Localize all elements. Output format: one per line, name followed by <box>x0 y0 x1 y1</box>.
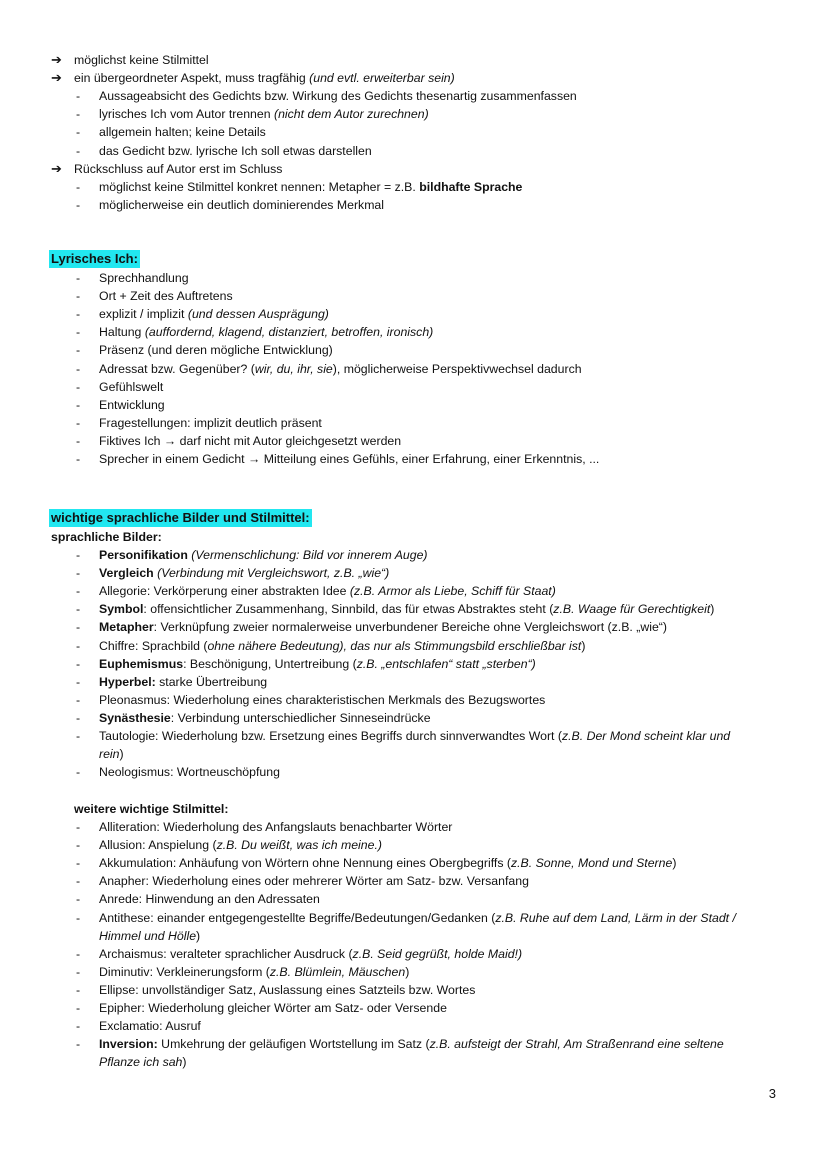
dash-bullet: - <box>76 964 81 979</box>
text-run: Anrede: Hinwendung an den Adressaten <box>99 892 320 907</box>
bold-term: Personifikation <box>99 548 188 562</box>
italic-example: rein <box>99 747 120 762</box>
dash-bullet: - <box>76 856 81 871</box>
subheading-weitere-stilmittel: weitere wichtige Stilmittel: <box>74 802 229 816</box>
text-run: ) <box>405 964 410 979</box>
text-run: Epipher: Wiederholung gleicher Wörter am Satz- oder Versende <box>99 1001 447 1015</box>
text-run: Präsenz (und deren mögliche Entwicklung) <box>99 343 333 358</box>
arrow-icon: ➔ <box>51 70 62 86</box>
italic-example: (nicht dem Autor zurechnen) <box>273 107 429 122</box>
stilmittel-item <box>99 564 389 582</box>
weitere-stilmittel-item <box>99 1017 201 1035</box>
text-run: Fragestellungen: implizit deutlich präsent <box>99 415 322 430</box>
lyrisches-ich-item <box>99 341 333 359</box>
text-run: Aussageabsicht des Gedichts bzw. Wirkung des Gedichts thesenartig zusammenfassen <box>99 89 577 104</box>
text-run: : offensichtlicher Zusammenhang, Sinnbild, das für etwas Abstraktes steht ( <box>143 602 554 617</box>
intro-item <box>74 160 282 178</box>
text-run: Diminutiv: Verkleinerungsform ( <box>99 964 270 979</box>
lyrisches-ich-item <box>99 432 401 450</box>
dash-bullet: - <box>76 892 81 907</box>
text-run: ) <box>672 856 677 871</box>
italic-example: z.B. aufsteigt der Strahl, Am Straßenrand eine seltene <box>429 1037 724 1052</box>
dash-bullet: - <box>76 307 81 322</box>
italic-example: (Verbindung mit Vergleichswort, z.B. „wie“) <box>153 566 390 581</box>
text-run: Archaismus: veralteter sprachlicher Ausdruck ( <box>99 946 353 961</box>
weitere-stilmittel-item <box>99 1035 724 1053</box>
page-number: 3 <box>768 1086 776 1101</box>
intro-subitem <box>99 105 429 123</box>
dash-bullet: - <box>76 1019 81 1034</box>
dash-bullet: - <box>76 289 81 304</box>
italic-example: wir, du, ihr, sie <box>254 361 333 376</box>
dash-bullet: - <box>76 874 81 889</box>
section-heading-lyrisches-ich: Lyrisches Ich: <box>51 251 138 266</box>
text-run: Allusion: Anspielung ( <box>99 838 217 853</box>
bold-term: Symbol <box>99 602 144 617</box>
dash-bullet: - <box>76 271 81 285</box>
text-run: möglichst keine Stilmittel konkret nennen: Metapher = z.B. <box>99 179 420 194</box>
weitere-stilmittel-item <box>99 836 382 854</box>
text-run: Gefühlswelt <box>99 379 164 394</box>
text-run: Ellipse: unvollständiger Satz, Auslassung eines Satzteils bzw. Wortes <box>99 982 476 997</box>
text-run: Allegorie: Verkörperung einer abstrakten Idee <box>99 584 350 599</box>
intro-subitem <box>99 87 577 105</box>
text-run: allgemein halten; keine Details <box>99 125 266 140</box>
dash-bullet: - <box>76 710 81 725</box>
dash-bullet: - <box>76 548 81 562</box>
text-run: : Verbindung unterschiedlicher Sinneseindrücke <box>170 710 431 725</box>
bold-term: Inversion: <box>99 1037 158 1052</box>
dash-bullet: - <box>76 765 81 780</box>
text-run: Anapher: Wiederholung eines oder mehrerer Wörter am Satz- bzw. Versanfang <box>99 874 529 889</box>
dash-bullet: - <box>76 433 81 448</box>
stilmittel-item <box>99 600 714 618</box>
dash-bullet: - <box>76 620 81 635</box>
text-run: : Verknüpfung zweier normalerweise unverbundener Bereiche ohne Vergleichswort (z.B. „wie“) <box>153 620 667 635</box>
dash-bullet: - <box>76 656 81 671</box>
italic-example: z.B. Sonne, Mond und Sterne <box>510 856 673 871</box>
intro-subitem <box>99 196 384 214</box>
text-run: Fiktives Ich → darf nicht mit Autor gleichgesetzt werden <box>99 433 402 448</box>
text-run: Akkumulation: Anhäufung von Wörtern ohne Nennung eines Obergbegriffs ( <box>99 856 511 871</box>
arrow-icon: ➔ <box>51 52 62 67</box>
stilmittel-item <box>99 673 267 691</box>
text-run: starke Übertreibung <box>155 674 268 689</box>
weitere-stilmittel-item <box>99 999 447 1017</box>
italic-example: ohne nähere Bedeutung), das nur als Stimmungsbild erschließbar ist <box>207 638 582 653</box>
bold-term: Hyperbel: <box>99 674 156 689</box>
stilmittel-item-continued <box>99 745 124 763</box>
dash-bullet: - <box>76 910 81 925</box>
italic-example: (und dessen Ausprägung) <box>187 307 329 322</box>
weitere-stilmittel-item <box>99 818 452 836</box>
lyrisches-ich-item <box>99 269 189 287</box>
weitere-stilmittel-item-continued <box>99 1053 187 1071</box>
text-run: : Beschönigung, Untertreibung ( <box>183 656 357 671</box>
stilmittel-item <box>99 582 556 600</box>
intro-item <box>74 51 209 69</box>
dash-bullet: - <box>76 143 81 158</box>
text-run: Entwicklung <box>99 397 165 412</box>
dash-bullet: - <box>76 179 81 194</box>
subheading-sprachliche-bilder: sprachliche Bilder: <box>51 530 162 544</box>
dash-bullet: - <box>76 361 81 376</box>
stilmittel-item <box>99 727 730 745</box>
text-run: ) <box>581 638 586 653</box>
text-run: Alliteration: Wiederholung des Anfangslauts benachbarter Wörter <box>99 820 453 834</box>
text-run: Umkehrung der geläufigen Wortstellung im Satz ( <box>157 1037 430 1052</box>
dash-bullet: - <box>76 197 81 212</box>
dash-bullet: - <box>76 729 81 743</box>
stilmittel-item <box>99 637 585 655</box>
italic-example: z.B. Du weißt, was ich meine.) <box>216 838 382 853</box>
lyrisches-ich-item <box>99 396 165 414</box>
dash-bullet: - <box>76 325 81 340</box>
italic-example: z.B. Waage für Gerechtigkeit <box>553 602 711 617</box>
dash-bullet: - <box>76 820 81 834</box>
dash-bullet: - <box>76 946 81 961</box>
dash-bullet: - <box>76 982 81 997</box>
section-heading-stilmittel: wichtige sprachliche Bilder und Stilmittel: <box>51 510 310 525</box>
text-run: ), möglicherweise Perspektivwechsel dadurch <box>332 361 582 376</box>
dash-bullet: - <box>76 89 81 104</box>
weitere-stilmittel-item <box>99 854 676 872</box>
stilmittel-item <box>99 763 280 781</box>
text-run: Sprechhandlung <box>99 271 189 285</box>
text-run: Adressat bzw. Gegenüber? ( <box>99 361 255 376</box>
dash-bullet: - <box>76 343 81 358</box>
arrow-icon: ➔ <box>51 160 62 176</box>
lyrisches-ich-item <box>99 450 599 468</box>
text-run: Sprecher in einem Gedicht → Mitteilung eines Gefühls, einer Erfahrung, einer Erkenntnis, ... <box>99 452 600 466</box>
dash-bullet: - <box>76 452 81 466</box>
weitere-stilmittel-item <box>99 872 529 890</box>
italic-example: z.B. Der Mond scheint klar und <box>561 729 731 743</box>
text-run: ) <box>119 747 124 762</box>
text-run: ) <box>196 928 201 943</box>
text-run: das Gedicht bzw. lyrische Ich soll etwas darstellen <box>99 143 372 158</box>
italic-example: z.B. Blümlein, Mäuschen <box>269 964 406 979</box>
dash-bullet: - <box>76 566 81 581</box>
bold-term: Vergleich <box>99 566 154 581</box>
weitere-stilmittel-item <box>99 945 522 963</box>
stilmittel-item <box>99 546 428 564</box>
dash-bullet: - <box>76 838 81 853</box>
bold-term: Metapher <box>99 620 154 635</box>
text-run: Neologismus: Wortneuschöpfung <box>99 765 280 780</box>
italic-example: Pflanze ich sah <box>99 1055 183 1070</box>
stilmittel-item <box>99 709 431 727</box>
dash-bullet: - <box>76 638 81 653</box>
italic-example: z.B. Ruhe auf dem Land, Lärm in der Stadt / <box>495 910 736 925</box>
italic-example: z.B. „entschlafen“ statt „sterben“) <box>356 656 536 671</box>
italic-example: z.B. Seid gegrüßt, holde Maid!) <box>352 946 523 961</box>
lyrisches-ich-item <box>99 287 233 305</box>
weitere-stilmittel-item-continued <box>99 927 200 945</box>
intro-item <box>74 69 455 87</box>
intro-subitem <box>99 142 372 160</box>
weitere-stilmittel-item <box>99 909 736 927</box>
italic-example: (Vermenschlichung: Bild vor innerem Auge) <box>187 548 428 562</box>
text-run: Pleonasmus: Wiederholung eines charakteristischen Merkmals des Bezugswortes <box>99 692 546 707</box>
italic-example: (z.B. Armor als Liebe, Schiff für Staat) <box>349 584 556 599</box>
intro-subitem <box>99 123 266 141</box>
text-run: lyrisches Ich vom Autor trennen <box>99 107 274 122</box>
dash-bullet: - <box>76 602 81 617</box>
stilmittel-item <box>99 655 536 673</box>
text-run: Exclamatio: Ausruf <box>99 1019 201 1034</box>
weitere-stilmittel-item <box>99 890 320 908</box>
dash-bullet: - <box>76 415 81 430</box>
text-run: Ort + Zeit des Auftretens <box>99 289 233 304</box>
stilmittel-item <box>99 691 545 709</box>
text-run: ) <box>710 602 715 617</box>
weitere-stilmittel-item <box>99 963 409 981</box>
lyrisches-ich-item <box>99 305 329 323</box>
lyrisches-ich-item <box>99 414 322 432</box>
intro-subitem <box>99 178 522 196</box>
bold-term: bildhafte Sprache <box>419 179 523 194</box>
dash-bullet: - <box>76 125 81 140</box>
text-run: ) <box>182 1055 187 1070</box>
dash-bullet: - <box>76 397 81 412</box>
dash-bullet: - <box>76 1001 81 1015</box>
dash-bullet: - <box>76 379 81 394</box>
text-run: möglicherweise ein deutlich dominierendes Merkmal <box>99 197 385 212</box>
text-run: Haltung <box>99 325 145 340</box>
dash-bullet: - <box>76 692 81 707</box>
text-run: Chiffre: Sprachbild ( <box>99 638 208 653</box>
lyrisches-ich-item <box>99 323 433 341</box>
dash-bullet: - <box>76 1037 81 1052</box>
text-run: Rückschluss auf Autor erst im Schluss <box>74 161 283 176</box>
lyrisches-ich-item <box>99 360 582 378</box>
dash-bullet: - <box>76 107 81 122</box>
italic-example: (auffordernd, klagend, distanziert, betroffen, ironisch) <box>144 325 434 340</box>
weitere-stilmittel-item <box>99 981 475 999</box>
text-run: Antithese: einander entgegengestellte Begriffe/Bedeutungen/Gedanken ( <box>99 910 496 925</box>
stilmittel-item <box>99 618 667 636</box>
lyrisches-ich-item <box>99 378 163 396</box>
dash-bullet: - <box>76 584 81 599</box>
text-run: Tautologie: Wiederholung bzw. Ersetzung eines Begriffs durch sinnverwandtes Wort ( <box>99 729 562 743</box>
bold-term: Synästhesie <box>99 710 171 725</box>
bold-term: Euphemismus <box>99 656 184 671</box>
dash-bullet: - <box>76 674 81 689</box>
italic-example: Himmel und Hölle <box>99 928 197 943</box>
italic-example: (und evtl. erweiterbar sein) <box>309 71 455 86</box>
text-run: ein übergeordneter Aspekt, muss tragfähig <box>74 71 310 86</box>
text-run: möglichst keine Stilmittel <box>74 53 209 67</box>
text-run: explizit / implizit <box>99 307 188 322</box>
